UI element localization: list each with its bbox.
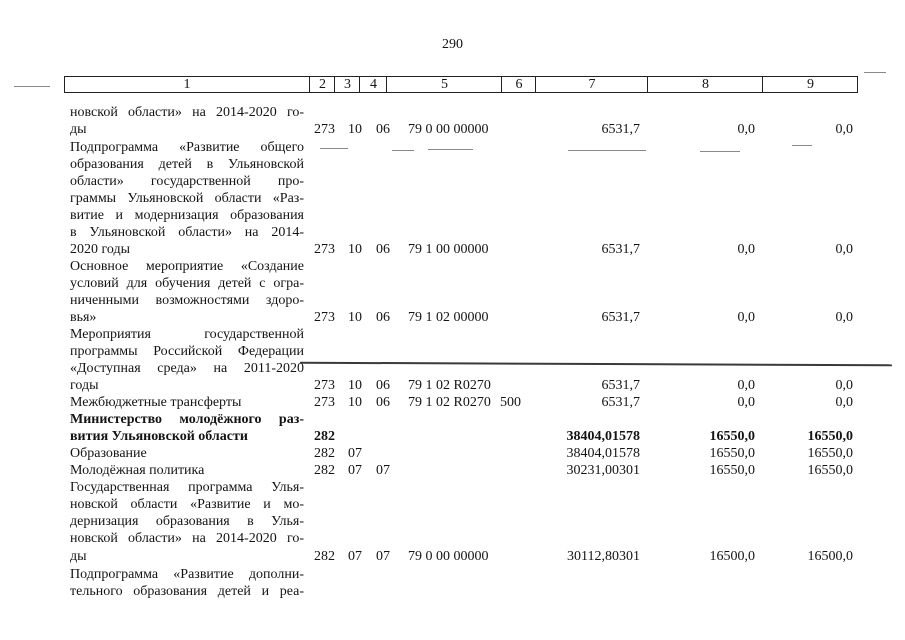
ministry-code: 282 [314,429,335,444]
table-row [0,496,905,513]
section-code: 07 [348,446,362,461]
amount-year-3: 0,0 [835,378,853,393]
row-item-name: граммы Ульяновской области «Раз- [70,191,304,206]
amount-year-3: 16500,0 [807,549,853,564]
row-item-name: Подпрограмма «Развитие общего [70,140,304,155]
row-item-name: витие и модернизация образования [70,208,304,223]
amount-year-3: 16550,0 [807,429,853,444]
table-row [0,326,905,343]
subsection-code: 06 [376,395,390,410]
table-row [0,173,905,190]
ministry-code: 273 [314,310,335,325]
row-item-name: новской области «Развитие и мо- [70,497,304,512]
row-item-name: образования детей в Ульяновской [70,157,304,172]
scan-dash-artifact [320,148,348,149]
table-row [0,411,905,428]
ministry-code: 273 [314,242,335,257]
row-item-name: Государственная программа Улья- [70,480,304,495]
target-item-code: 79 1 00 00000 [408,242,489,257]
amount-year-3: 0,0 [835,395,853,410]
table-row [0,104,905,121]
amount-year-1: 30231,00301 [566,463,640,478]
header-col-9: 9 [762,77,858,92]
scan-dash-artifact [792,145,812,146]
ministry-code: 273 [314,122,335,137]
amount-year-2: 16550,0 [709,463,755,478]
target-item-code: 79 1 02 00000 [408,310,489,325]
amount-year-3: 0,0 [835,122,853,137]
row-item-name: вья» [70,310,97,325]
header-col-5: 5 [386,77,502,92]
section-code: 10 [348,242,362,257]
section-code: 07 [348,549,362,564]
section-code: 10 [348,378,362,393]
ministry-code: 282 [314,549,335,564]
header-col-4: 4 [359,77,387,92]
table-row [0,445,905,462]
table-row [0,513,905,530]
target-item-code: 79 1 02 R0270 [408,395,491,410]
scan-dash-artifact [568,150,646,151]
ministry-code: 273 [314,378,335,393]
amount-year-2: 0,0 [737,122,755,137]
table-row [0,190,905,207]
amount-year-2: 16550,0 [709,446,755,461]
ministry-code: 273 [314,395,335,410]
subsection-code: 06 [376,310,390,325]
table-row [0,139,905,156]
row-item-name: Образование [70,446,147,461]
subsection-code: 07 [376,463,390,478]
table-row [0,258,905,275]
table-row [0,479,905,496]
table-row [0,156,905,173]
amount-year-2: 16500,0 [709,549,755,564]
page-number: 290 [442,37,463,52]
row-item-name: новской области» на 2014-2020 го- [70,531,304,546]
ministry-code: 282 [314,463,335,478]
amount-year-1: 6531,7 [601,395,640,410]
target-item-code: 79 1 02 R0270 [408,378,491,393]
amount-year-1: 6531,7 [601,310,640,325]
header-col-3: 3 [334,77,360,92]
section-code: 10 [348,122,362,137]
row-item-name: годы [70,378,99,393]
table-row [0,207,905,224]
amount-year-3: 0,0 [835,310,853,325]
table-row [0,224,905,241]
table-row [0,241,905,258]
amount-year-1: 6531,7 [601,378,640,393]
scan-dash-artifact [428,149,473,150]
table-row [0,121,905,138]
target-item-code: 79 0 00 00000 [408,122,489,137]
row-item-name: Министерство молодёжного раз- [70,412,304,427]
amount-year-2: 16550,0 [709,429,755,444]
table-row [0,343,905,360]
table-row [0,309,905,326]
row-item-name: Основное мероприятие «Создание [70,259,304,274]
row-item-name: Мероприятия государственной [70,327,304,342]
scan-dash-artifact [700,151,740,152]
table-row [0,583,905,600]
table-row [0,566,905,583]
subsection-code: 07 [376,549,390,564]
row-item-name: Межбюджетные трансферты [70,395,242,410]
row-item-name: области» государственной про- [70,174,304,189]
scan-dash-artifact [14,86,50,87]
table-row [0,377,905,394]
table-row [0,530,905,547]
amount-year-1: 38404,01578 [566,446,640,461]
expense-type-code: 500 [500,395,521,410]
header-col-8: 8 [647,77,763,92]
table-row [0,292,905,309]
amount-year-1: 38404,01578 [566,429,640,444]
target-item-code: 79 0 00 00000 [408,549,489,564]
header-col-1: 1 [183,77,191,92]
row-item-name: новской области» на 2014-2020 го- [70,105,304,120]
row-item-name: ды [70,122,87,137]
amount-year-1: 6531,7 [601,242,640,257]
table-row [0,394,905,411]
amount-year-3: 0,0 [835,242,853,257]
amount-year-3: 16550,0 [807,446,853,461]
row-item-name: условий для обучения детей с огра- [70,276,304,291]
row-item-name: Подпрограмма «Развитие дополни- [70,567,304,582]
row-item-name: Молодёжная политика [70,463,205,478]
row-item-name: «Доступная среда» на 2011-2020 [70,361,304,376]
amount-year-3: 16550,0 [807,463,853,478]
header-col-7: 7 [535,77,648,92]
row-item-name: вития Ульяновской области [70,429,248,444]
subsection-code: 06 [376,378,390,393]
scan-dash-artifact [392,150,414,151]
row-item-name: 2020 годы [70,242,131,257]
row-item-name: ды [70,549,87,564]
amount-year-2: 0,0 [737,310,755,325]
row-item-name: ниченными возможностями здоро- [70,293,304,308]
header-col-6: 6 [501,77,536,92]
subsection-code: 06 [376,122,390,137]
section-code: 10 [348,310,362,325]
table-row [0,275,905,292]
table-row [0,428,905,445]
row-item-name: в Ульяновской области» на 2014- [70,225,304,240]
row-item-name: тельного образования детей и реа- [70,584,304,599]
subsection-code: 06 [376,242,390,257]
amount-year-2: 0,0 [737,378,755,393]
amount-year-1: 30112,80301 [567,549,640,564]
row-item-name: дернизация образования в Улья- [70,514,304,529]
amount-year-1: 6531,7 [601,122,640,137]
table-row [0,548,905,565]
section-code: 10 [348,395,362,410]
section-code: 07 [348,463,362,478]
amount-year-2: 0,0 [737,242,755,257]
table-row [0,462,905,479]
header-col-2: 2 [309,77,335,92]
amount-year-2: 0,0 [737,395,755,410]
ministry-code: 282 [314,446,335,461]
scan-dash-artifact [864,72,886,73]
row-item-name: программы Российской Федерации [70,344,304,359]
